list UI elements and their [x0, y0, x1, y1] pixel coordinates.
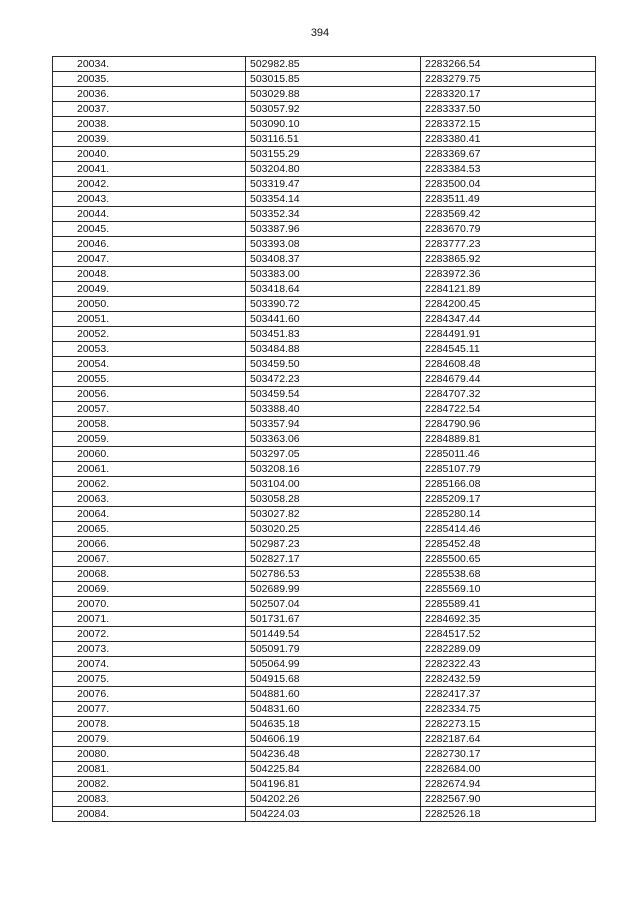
x-coordinate-cell: 503393.08: [246, 237, 421, 252]
y-coordinate-cell: 2282334.75: [421, 702, 596, 717]
table-row: [53, 582, 596, 597]
table-row: [53, 792, 596, 807]
table-row: [53, 267, 596, 282]
table-row: [53, 537, 596, 552]
table-row: [53, 702, 596, 717]
point-number-cell: 20061.: [53, 462, 246, 477]
x-coordinate-cell: 503029.88: [246, 87, 421, 102]
y-coordinate-cell: 2284692.35: [421, 612, 596, 627]
table-row: [53, 732, 596, 747]
x-coordinate-cell: 504635.18: [246, 717, 421, 732]
point-number-cell: 20065.: [53, 522, 246, 537]
point-number-cell: 20064.: [53, 507, 246, 522]
y-coordinate-cell: 2284200.45: [421, 297, 596, 312]
y-coordinate-cell: 2282730.17: [421, 747, 596, 762]
point-number-cell: 20069.: [53, 582, 246, 597]
y-coordinate-cell: 2285414.46: [421, 522, 596, 537]
x-coordinate-cell: 503459.50: [246, 357, 421, 372]
point-number-cell: 20050.: [53, 297, 246, 312]
y-coordinate-cell: 2284347.44: [421, 312, 596, 327]
point-number-cell: 20076.: [53, 687, 246, 702]
point-number-cell: 20075.: [53, 672, 246, 687]
table-row: [53, 642, 596, 657]
coordinates-table-body: [53, 57, 596, 822]
table-row: [53, 102, 596, 117]
table-row: [53, 72, 596, 87]
x-coordinate-cell: 503472.23: [246, 372, 421, 387]
x-coordinate-cell: 503297.05: [246, 447, 421, 462]
point-number-cell: 20051.: [53, 312, 246, 327]
x-coordinate-cell: 504224.03: [246, 807, 421, 822]
x-coordinate-cell: 503352.34: [246, 207, 421, 222]
y-coordinate-cell: 2284608.48: [421, 357, 596, 372]
point-number-cell: 20070.: [53, 597, 246, 612]
x-coordinate-cell: 504202.26: [246, 792, 421, 807]
x-coordinate-cell: 503058.28: [246, 492, 421, 507]
table-row: [53, 147, 596, 162]
x-coordinate-cell: 501731.67: [246, 612, 421, 627]
table-row: [53, 492, 596, 507]
x-coordinate-cell: 503383.00: [246, 267, 421, 282]
y-coordinate-cell: 2285209.17: [421, 492, 596, 507]
table-row: [53, 252, 596, 267]
point-number-cell: 20035.: [53, 72, 246, 87]
point-number-cell: 20045.: [53, 222, 246, 237]
table-row: [53, 192, 596, 207]
table-row: [53, 327, 596, 342]
point-number-cell: 20084.: [53, 807, 246, 822]
y-coordinate-cell: 2283279.75: [421, 72, 596, 87]
point-number-cell: 20042.: [53, 177, 246, 192]
y-coordinate-cell: 2284889.81: [421, 432, 596, 447]
y-coordinate-cell: 2283972.36: [421, 267, 596, 282]
table-row: [53, 372, 596, 387]
y-coordinate-cell: 2282417.37: [421, 687, 596, 702]
x-coordinate-cell: 503388.40: [246, 402, 421, 417]
x-coordinate-cell: 503057.92: [246, 102, 421, 117]
y-coordinate-cell: 2285107.79: [421, 462, 596, 477]
point-number-cell: 20063.: [53, 492, 246, 507]
y-coordinate-cell: 2282526.18: [421, 807, 596, 822]
y-coordinate-cell: 2282684.00: [421, 762, 596, 777]
point-number-cell: 20060.: [53, 447, 246, 462]
table-row: [53, 762, 596, 777]
point-number-cell: 20078.: [53, 717, 246, 732]
point-number-cell: 20049.: [53, 282, 246, 297]
point-number-cell: 20034.: [53, 57, 246, 72]
table-row: [53, 297, 596, 312]
x-coordinate-cell: 503408.37: [246, 252, 421, 267]
point-number-cell: 20067.: [53, 552, 246, 567]
page-number: 394: [310, 27, 330, 39]
point-number-cell: 20068.: [53, 567, 246, 582]
x-coordinate-cell: 504915.68: [246, 672, 421, 687]
point-number-cell: 20079.: [53, 732, 246, 747]
x-coordinate-cell: 502786.53: [246, 567, 421, 582]
x-coordinate-cell: 503363.06: [246, 432, 421, 447]
table-row: [53, 507, 596, 522]
y-coordinate-cell: 2284707.32: [421, 387, 596, 402]
table-row: [53, 237, 596, 252]
x-coordinate-cell: 503116.51: [246, 132, 421, 147]
coordinates-table: [52, 56, 596, 822]
point-number-cell: 20037.: [53, 102, 246, 117]
table-row: [53, 207, 596, 222]
y-coordinate-cell: 2283384.53: [421, 162, 596, 177]
table-row: [53, 312, 596, 327]
table-row: [53, 57, 596, 72]
y-coordinate-cell: 2284545.11: [421, 342, 596, 357]
point-number-cell: 20056.: [53, 387, 246, 402]
table-row: [53, 777, 596, 792]
table-row: [53, 417, 596, 432]
table-row: [53, 117, 596, 132]
x-coordinate-cell: 502827.17: [246, 552, 421, 567]
y-coordinate-cell: 2285589.41: [421, 597, 596, 612]
x-coordinate-cell: 505064.99: [246, 657, 421, 672]
point-number-cell: 20072.: [53, 627, 246, 642]
table-row: [53, 402, 596, 417]
x-coordinate-cell: 503459.54: [246, 387, 421, 402]
y-coordinate-cell: 2285452.48: [421, 537, 596, 552]
x-coordinate-cell: 503441.60: [246, 312, 421, 327]
x-coordinate-cell: 503354.14: [246, 192, 421, 207]
point-number-cell: 20081.: [53, 762, 246, 777]
point-number-cell: 20039.: [53, 132, 246, 147]
y-coordinate-cell: 2283865.92: [421, 252, 596, 267]
x-coordinate-cell: 504831.60: [246, 702, 421, 717]
y-coordinate-cell: 2283569.42: [421, 207, 596, 222]
table-row: [53, 612, 596, 627]
table-row: [53, 357, 596, 372]
x-coordinate-cell: 503451.83: [246, 327, 421, 342]
y-coordinate-cell: 2282674.94: [421, 777, 596, 792]
x-coordinate-cell: 504196.81: [246, 777, 421, 792]
point-number-cell: 20071.: [53, 612, 246, 627]
table-row: [53, 432, 596, 447]
table-row: [53, 807, 596, 822]
point-number-cell: 20038.: [53, 117, 246, 132]
point-number-cell: 20059.: [53, 432, 246, 447]
y-coordinate-cell: 2282273.15: [421, 717, 596, 732]
y-coordinate-cell: 2283320.17: [421, 87, 596, 102]
x-coordinate-cell: 503390.72: [246, 297, 421, 312]
point-number-cell: 20043.: [53, 192, 246, 207]
table-row: [53, 87, 596, 102]
table-row: [53, 177, 596, 192]
y-coordinate-cell: 2283500.04: [421, 177, 596, 192]
table-row: [53, 222, 596, 237]
table-row: [53, 567, 596, 582]
point-number-cell: 20052.: [53, 327, 246, 342]
table-row: [53, 132, 596, 147]
table-row: [53, 522, 596, 537]
table-row: [53, 342, 596, 357]
point-number-cell: 20044.: [53, 207, 246, 222]
y-coordinate-cell: 2283372.15: [421, 117, 596, 132]
y-coordinate-cell: 2283337.50: [421, 102, 596, 117]
x-coordinate-cell: 503015.85: [246, 72, 421, 87]
x-coordinate-cell: 502507.04: [246, 597, 421, 612]
x-coordinate-cell: 505091.79: [246, 642, 421, 657]
y-coordinate-cell: 2283511.49: [421, 192, 596, 207]
point-number-cell: 20047.: [53, 252, 246, 267]
x-coordinate-cell: 503418.64: [246, 282, 421, 297]
x-coordinate-cell: 503090.10: [246, 117, 421, 132]
x-coordinate-cell: 503484.88: [246, 342, 421, 357]
y-coordinate-cell: 2284679.44: [421, 372, 596, 387]
x-coordinate-cell: 503104.00: [246, 477, 421, 492]
y-coordinate-cell: 2285011.46: [421, 447, 596, 462]
table-row: [53, 657, 596, 672]
point-number-cell: 20036.: [53, 87, 246, 102]
table-row: [53, 162, 596, 177]
x-coordinate-cell: 504236.48: [246, 747, 421, 762]
x-coordinate-cell: 502987.23: [246, 537, 421, 552]
y-coordinate-cell: 2285166.08: [421, 477, 596, 492]
x-coordinate-cell: 504606.19: [246, 732, 421, 747]
x-coordinate-cell: 503027.82: [246, 507, 421, 522]
table-row: [53, 477, 596, 492]
point-number-cell: 20057.: [53, 402, 246, 417]
y-coordinate-cell: 2284517.52: [421, 627, 596, 642]
table-row: [53, 387, 596, 402]
point-number-cell: 20041.: [53, 162, 246, 177]
table-row: [53, 282, 596, 297]
y-coordinate-cell: 2283266.54: [421, 57, 596, 72]
x-coordinate-cell: 503319.47: [246, 177, 421, 192]
y-coordinate-cell: 2282289.09: [421, 642, 596, 657]
point-number-cell: 20073.: [53, 642, 246, 657]
table-row: [53, 687, 596, 702]
x-coordinate-cell: 503020.25: [246, 522, 421, 537]
y-coordinate-cell: 2283777.23: [421, 237, 596, 252]
y-coordinate-cell: 2285538.68: [421, 567, 596, 582]
x-coordinate-cell: 503387.96: [246, 222, 421, 237]
table-row: [53, 627, 596, 642]
table-row: [53, 672, 596, 687]
point-number-cell: 20074.: [53, 657, 246, 672]
point-number-cell: 20040.: [53, 147, 246, 162]
point-number-cell: 20048.: [53, 267, 246, 282]
x-coordinate-cell: 504881.60: [246, 687, 421, 702]
point-number-cell: 20080.: [53, 747, 246, 762]
y-coordinate-cell: 2283670.79: [421, 222, 596, 237]
table-row: [53, 597, 596, 612]
y-coordinate-cell: 2282567.90: [421, 792, 596, 807]
y-coordinate-cell: 2282187.64: [421, 732, 596, 747]
point-number-cell: 20046.: [53, 237, 246, 252]
point-number-cell: 20058.: [53, 417, 246, 432]
table-row: [53, 447, 596, 462]
point-number-cell: 20062.: [53, 477, 246, 492]
y-coordinate-cell: 2284121.89: [421, 282, 596, 297]
table-row: [53, 747, 596, 762]
y-coordinate-cell: 2285500.65: [421, 552, 596, 567]
y-coordinate-cell: 2285280.14: [421, 507, 596, 522]
table-row: [53, 717, 596, 732]
x-coordinate-cell: 502689.99: [246, 582, 421, 597]
x-coordinate-cell: 502982.85: [246, 57, 421, 72]
point-number-cell: 20066.: [53, 537, 246, 552]
x-coordinate-cell: 501449.54: [246, 627, 421, 642]
y-coordinate-cell: 2282432.59: [421, 672, 596, 687]
table-row: [53, 462, 596, 477]
table-row: [53, 552, 596, 567]
x-coordinate-cell: 503155.29: [246, 147, 421, 162]
y-coordinate-cell: 2283369.67: [421, 147, 596, 162]
point-number-cell: 20053.: [53, 342, 246, 357]
y-coordinate-cell: 2284722.54: [421, 402, 596, 417]
y-coordinate-cell: 2284491.91: [421, 327, 596, 342]
y-coordinate-cell: 2285569.10: [421, 582, 596, 597]
x-coordinate-cell: 503208.16: [246, 462, 421, 477]
x-coordinate-cell: 503204.80: [246, 162, 421, 177]
point-number-cell: 20077.: [53, 702, 246, 717]
y-coordinate-cell: 2284790.96: [421, 417, 596, 432]
x-coordinate-cell: 503357.94: [246, 417, 421, 432]
y-coordinate-cell: 2282322.43: [421, 657, 596, 672]
point-number-cell: 20054.: [53, 357, 246, 372]
x-coordinate-cell: 504225.84: [246, 762, 421, 777]
point-number-cell: 20055.: [53, 372, 246, 387]
point-number-cell: 20083.: [53, 792, 246, 807]
point-number-cell: 20082.: [53, 777, 246, 792]
y-coordinate-cell: 2283380.41: [421, 132, 596, 147]
